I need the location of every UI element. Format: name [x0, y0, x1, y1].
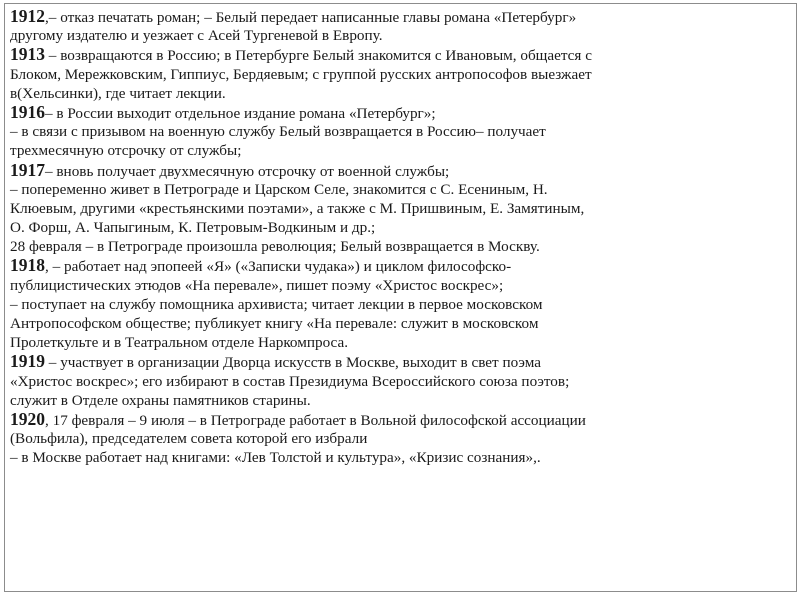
line-text: «Христос воскрес»; его избирают в состав Президиума Всероссийского союза поэтов; — [10, 372, 570, 390]
line-text: – участвует в организации Дворца искусств в Москве, выходит в свет поэма — [45, 354, 541, 372]
text-line — [10, 391, 792, 410]
text-line — [10, 429, 792, 448]
chronology-text-box — [4, 3, 797, 592]
line-text: Пролеткульте и в Театральном отделе Наркомпроса. — [10, 334, 349, 352]
year-label: 1918 — [10, 255, 45, 276]
year-label: 1916 — [10, 101, 45, 122]
year-label: 1919 — [10, 351, 45, 372]
line-text: , – работает над эпопеей «Я» («Записки чудака») и циклом философско- — [45, 258, 512, 276]
text-line — [10, 372, 792, 391]
line-text: – в России выходит отдельное издание романа «Петербург»; — [45, 104, 436, 122]
line-text: служит в Отделе охраны памятников старины. — [10, 391, 311, 409]
year-label: 1913 — [10, 44, 45, 65]
year-label: 1917 — [10, 159, 45, 180]
line-text: (Вольфила), председателем совета которой его избрали — [10, 430, 368, 448]
line-text: , 17 февраля – 9 июля – в Петрограде работает в Вольной философской ассоциации — [45, 411, 586, 429]
text-line — [10, 237, 792, 256]
text-line — [10, 410, 792, 429]
year-label: 1912 — [10, 6, 45, 26]
text-line — [10, 333, 792, 352]
text-line — [10, 122, 792, 141]
text-line — [10, 180, 792, 199]
text-line — [10, 84, 792, 103]
text-line — [10, 218, 792, 237]
line-text: О. Форш, А. Чапыгиным, К. Петровым-Водкиным и др.; — [10, 219, 376, 237]
line-text: Клюевым, другими «крестьянскими поэтами», а также с М. Пришвиным, Е. Замятиным, — [10, 199, 585, 217]
line-text: – возвращаются в Россию; в Петербурге Белый знакомится с Ивановым, общается с — [45, 47, 592, 65]
line-text: 28 февраля – в Петрограде произошла революция; Белый возвращается в Москву. — [10, 238, 540, 256]
text-line — [10, 26, 792, 45]
text-line — [10, 352, 792, 371]
line-text: Блоком, Мережковским, Гиппиус, Бердяевым; с группой русских антропософов выезжает — [10, 65, 592, 83]
line-text: – в Москве работает над книгами: «Лев Толстой и культура», «Кризис сознания»,. — [10, 449, 541, 467]
line-text: другому издателю и уезжает с Асей Тургеневой в Европу. — [10, 27, 383, 45]
line-text: в(Хельсинки), где читает лекции. — [10, 84, 226, 102]
text-line — [10, 199, 792, 218]
line-text: – вновь получает двухмесячную отсрочку от военной службы; — [45, 162, 450, 180]
line-text: – в связи с призывом на военную службу Белый возвращается в Россию– получает — [10, 123, 546, 141]
text-line — [10, 161, 792, 180]
text-line — [10, 7, 792, 26]
text-line — [10, 295, 792, 314]
text-line — [10, 276, 792, 295]
line-text: публицистических этюдов «На перевале», пишет поэму «Христос воскрес»; — [10, 276, 504, 294]
line-text: трехмесячную отсрочку от службы; — [10, 142, 242, 160]
text-line — [10, 256, 792, 275]
text-line — [10, 448, 792, 467]
year-label: 1920 — [10, 408, 45, 429]
text-line — [10, 141, 792, 160]
text-line — [10, 314, 792, 333]
line-text: – поступает на службу помощника архивиста; читает лекции в первое московском — [10, 295, 543, 313]
text-line — [10, 65, 792, 84]
text-line — [10, 103, 792, 122]
text-line — [10, 45, 792, 64]
line-text: Антропософском обществе; публикует книгу «На перевале: служит в московском — [10, 315, 539, 332]
line-text: ,– отказ печатать роман; – Белый передает написанные главы романа «Петербург» — [45, 9, 577, 26]
line-text: – попеременно живет в Петрограде и Царском Селе, знакомится с С. Есениным, Н. — [10, 180, 548, 198]
